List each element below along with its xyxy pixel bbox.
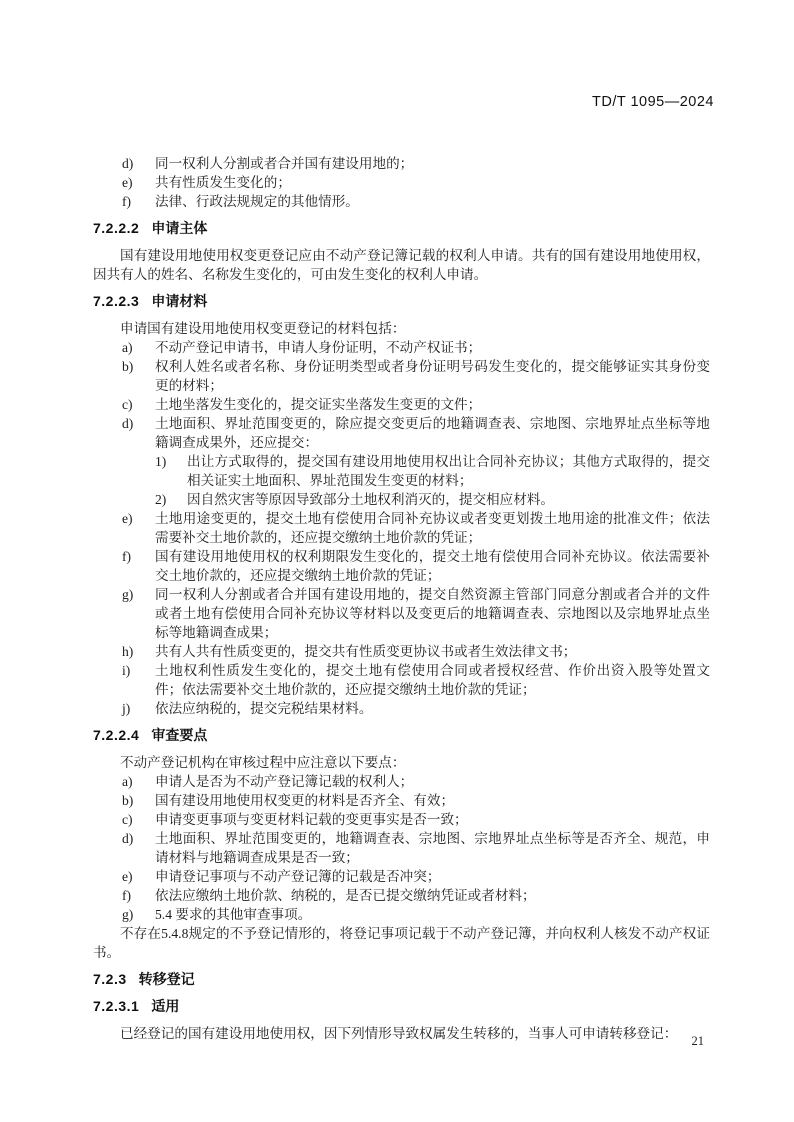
- list-item: [93, 699, 710, 718]
- list-item: [93, 414, 710, 452]
- list-item: [93, 642, 710, 661]
- section-title: 申请主体: [151, 220, 208, 236]
- list-item-label: c): [122, 397, 133, 412]
- list-item-label: f): [122, 888, 132, 903]
- list-item: [93, 661, 710, 699]
- section-title: 转移登记: [138, 971, 195, 987]
- list-item: [93, 886, 710, 905]
- list-item-label: e): [122, 869, 133, 884]
- list-item: [93, 173, 710, 192]
- list-item: [93, 395, 710, 414]
- section-title: 审查要点: [151, 727, 208, 743]
- list-item: [93, 585, 710, 642]
- list-item-label: d): [122, 416, 134, 431]
- list-item: [93, 829, 710, 867]
- list-item-label: f): [122, 549, 132, 564]
- list-item-text: 土地用途变更的，提交土地有偿使用合同补充协议或者变更划拨土地用途的批准文件；依法需要补交土地价款的，还应提交缴纳土地价款的凭证；: [155, 511, 710, 545]
- sub-list-item-label: 2): [155, 492, 167, 507]
- list-item-text: 5.4 要求的其他审查事项。: [155, 907, 312, 922]
- list-item-text: 国有建设用地使用权的权利期限发生变化的，提交土地有偿使用合同补充协议。依法需要补交土地价款的，还应提交缴纳土地价款的凭证；: [155, 549, 710, 583]
- list-item-label: j): [122, 701, 131, 716]
- paragraph: 已经登记的国有建设用地使用权，因下列情形导致权属发生转移的，当事人可申请转移登记：: [120, 1026, 678, 1041]
- list-item-label: a): [122, 774, 133, 789]
- list-item-text: 不动产登记申请书，申请人身份证明，不动产权证书；: [155, 340, 482, 355]
- list-item-text: 土地面积、界址范围变更的，地籍调查表、宗地图、宗地界址点坐标等是否齐全、规范，申请材料与地籍调查成果是否一致；: [155, 831, 710, 865]
- list-item-label: d): [122, 831, 134, 846]
- list-item: [93, 154, 710, 173]
- list-item: [93, 867, 710, 886]
- list-item-text: 申请登记事项与不动产登记簿的记载是否冲突；: [155, 869, 441, 884]
- list-item-label: f): [122, 194, 132, 209]
- list-item-text: 共有人共有性质变更的，提交共有性质变更协议书或者生效法律文书；: [155, 644, 577, 659]
- section-number: 7.2.2.4: [93, 727, 140, 743]
- section-title: 适用: [151, 998, 180, 1014]
- list-item-label: b): [122, 359, 134, 374]
- list-item-text: 依法应缴纳土地价款、纳税的，是否已提交缴纳凭证或者材料；: [155, 888, 536, 903]
- paragraph: 不存在5.4.8规定的不予登记情形的，将登记事项记载于不动产登记簿，并向权利人核发不动产权证书。: [93, 926, 710, 960]
- list-item: [93, 338, 710, 357]
- paragraph: 国有建设用地使用权变更登记应由不动产登记簿记载的权利人申请。共有的国有建设用地使用权，因共有人的姓名、名称发生变化的，可由发生变化的权利人申请。: [93, 248, 710, 282]
- list-item-text: 申请变更事项与变更材料记载的变更事实是否一致；: [155, 812, 468, 827]
- section-number: 7.2.3: [93, 971, 127, 987]
- list-item: [93, 791, 710, 810]
- list-item-label: i): [122, 663, 131, 678]
- sub-list-item-text: 出让方式取得的，提交国有建设用地使用权出让合同补充协议；其他方式取得的，提交相关证实土地面积、界址范围发生变更的材料；: [187, 454, 710, 488]
- section-number: 7.2.2.3: [93, 293, 140, 309]
- section-heading: [93, 726, 710, 745]
- section-number: 7.2.3.1: [93, 998, 140, 1014]
- list-item-label: c): [122, 812, 133, 827]
- list-item-text: 权利人姓名或者名称、身份证明类型或者身份证明号码发生变化的，提交能够证实其身份变更的材料；: [155, 359, 710, 393]
- list-item: [93, 772, 710, 791]
- list-item-text: 依法应纳税的，提交完税结果材料。: [155, 701, 373, 716]
- list-item-label: d): [122, 156, 134, 171]
- list-item-text: 同一权利人分割或者合并国有建设用地的，提交自然资源主管部门同意分割或者合并的文件或者土地有偿使用合同补充协议等材料以及变更后的地籍调查表、宗地图以及宗地界址点坐标等地籍调查成果；: [155, 587, 710, 640]
- list-item-text: 土地坐落发生变化的，提交证实坐落发生变更的文件；: [155, 397, 482, 412]
- list-item-text: 同一权利人分割或者合并国有建设用地的；: [155, 156, 414, 171]
- list-item: [93, 357, 710, 395]
- section-heading: [93, 997, 710, 1016]
- list-item-label: h): [122, 644, 134, 659]
- list-item-label: g): [122, 587, 134, 602]
- list-item-label: b): [122, 793, 134, 808]
- sub-list-item: [93, 452, 710, 490]
- list-item-label: g): [122, 907, 134, 922]
- paragraph: 申请国有建设用地使用权变更登记的材料包括：: [120, 321, 406, 336]
- section-title: 申请材料: [151, 293, 208, 309]
- section-heading: [93, 292, 710, 311]
- paragraph: 不动产登记机构在审核过程中应注意以下要点：: [120, 755, 406, 770]
- list-item: [93, 509, 710, 547]
- list-item-text: 法律、行政法规规定的其他情形。: [155, 194, 359, 209]
- list-item-label: e): [122, 511, 133, 526]
- section-number: 7.2.2.2: [93, 220, 140, 236]
- list-item: [93, 905, 710, 924]
- list-item-label: e): [122, 175, 133, 190]
- list-item-text: 土地面积、界址范围变更的，除应提交变更后的地籍调查表、宗地图、宗地界址点坐标等地籍调查成果外，还应提交：: [155, 416, 710, 450]
- page-number: 21: [691, 1034, 704, 1048]
- sub-list-item: [93, 490, 710, 509]
- section-heading: [93, 970, 710, 989]
- list-item-label: a): [122, 340, 133, 355]
- section-heading: [93, 219, 710, 238]
- document-code: TD/T 1095—2024: [592, 94, 714, 110]
- list-item: [93, 547, 710, 585]
- list-item-text: 共有性质发生变化的；: [155, 175, 291, 190]
- list-item-text: 国有建设用地使用权变更的材料是否齐全、有效；: [155, 793, 455, 808]
- list-item-text: 申请人是否为不动产登记簿记载的权利人；: [155, 774, 414, 789]
- page-content: [93, 154, 710, 1043]
- list-item-text: 土地权利性质发生变化的，提交土地有偿使用合同或者授权经营、作价出资入股等处置文件；依法需要补交土地价款的，还应提交缴纳土地价款的凭证；: [155, 663, 710, 697]
- sub-list-item-text: 因自然灾害等原因导致部分土地权利消灭的，提交相应材料。: [187, 492, 555, 507]
- sub-list-item-label: 1): [155, 454, 167, 469]
- list-item: [93, 192, 710, 211]
- list-item: [93, 810, 710, 829]
